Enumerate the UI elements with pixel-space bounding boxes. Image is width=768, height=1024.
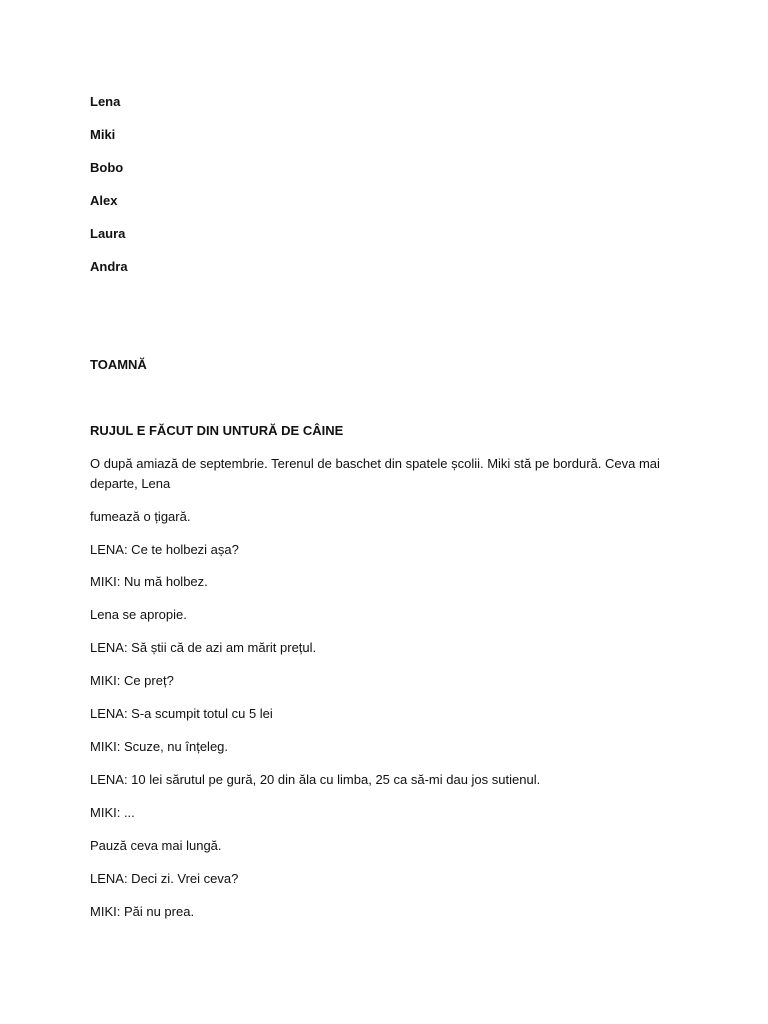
- dialogue-line: LENA: 10 lei sărutul pe gură, 20 din ăla cu limba, 25 ca să-mi dau jos sutienul.: [90, 772, 541, 787]
- dialogue-line: MIKI: ...: [90, 805, 135, 820]
- character-name: Bobo: [90, 160, 124, 175]
- stage-direction: Lena se apropie.: [90, 607, 187, 622]
- dialogue-line: MIKI: Scuze, nu înțeleg.: [90, 739, 229, 754]
- character-name: Lena: [90, 94, 121, 109]
- dialogue-line: LENA: Să știi că de azi am mărit prețul.: [90, 640, 317, 655]
- dialogue-line: LENA: Ce te holbezi așa?: [90, 542, 239, 557]
- dialogue-line: MIKI: Păi nu prea.: [90, 904, 195, 919]
- character-name: Andra: [90, 259, 128, 274]
- section-title: TOAMNĂ: [90, 357, 147, 372]
- dialogue-line: MIKI: Ce preț?: [90, 673, 174, 688]
- character-name: Miki: [90, 127, 116, 142]
- character-name: Laura: [90, 226, 126, 241]
- scene-title: RUJUL E FĂCUT DIN UNTURĂ DE CÂINE: [90, 423, 344, 438]
- dialogue-line: LENA: S-a scumpit totul cu 5 lei: [90, 706, 273, 721]
- stage-direction: fumează o țigară.: [90, 509, 191, 524]
- character-name: Alex: [90, 193, 118, 208]
- stage-direction: Pauză ceva mai lungă.: [90, 838, 222, 853]
- stage-direction: O după amiază de septembrie. Terenul de baschet din spatele școlii. Miki stă pe bordură. Ceva mai departe, Lena: [90, 456, 660, 491]
- dialogue-line: MIKI: Nu mă holbez.: [90, 574, 208, 589]
- dialogue-line: LENA: Deci zi. Vrei ceva?: [90, 871, 239, 886]
